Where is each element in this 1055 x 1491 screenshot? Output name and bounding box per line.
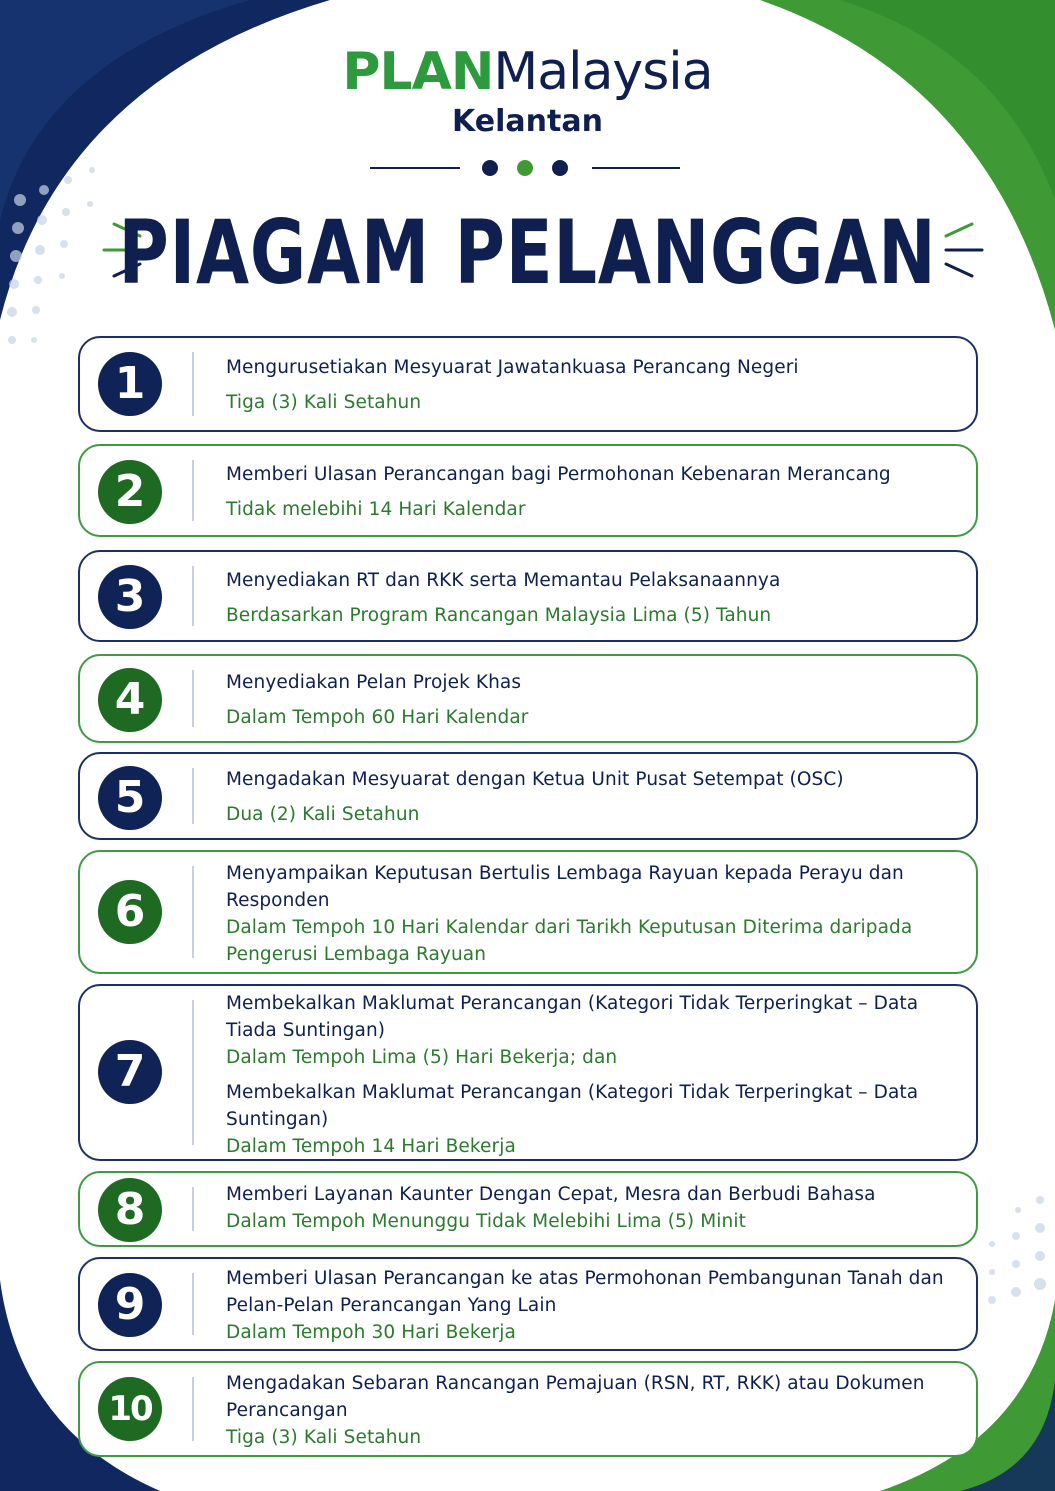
item-divider	[192, 1000, 194, 1145]
title-separator	[360, 158, 690, 182]
item-content	[226, 860, 952, 968]
item-service: Membekalkan Maklumat Perancangan (Kategori Tidak Terperingkat – Data Suntingan)	[226, 1082, 919, 1130]
item-standard: Berdasarkan Program Rancangan Malaysia Lima (5) Tahun	[226, 605, 772, 626]
item-number-badge: 3	[98, 565, 162, 629]
charter-item	[78, 850, 978, 974]
item-standard: Dalam Tempoh 30 Hari Bekerja	[226, 1322, 516, 1343]
item-service: Mengurusetiakan Mesyuarat Jawatankuasa Perancang Negeri	[226, 357, 799, 378]
charter-item	[78, 1257, 978, 1351]
item-standard: Tidak melebihi 14 Hari Kalendar	[226, 499, 526, 520]
item-standard: Dalam Tempoh Lima (5) Hari Bekerja; dan	[226, 1047, 618, 1068]
item-content	[226, 461, 952, 523]
item-number-badge: 10	[98, 1377, 162, 1441]
charter-item	[78, 550, 978, 642]
item-content	[226, 1181, 952, 1235]
brand-part-malaysia: Malaysia	[493, 42, 713, 102]
charter-item	[78, 1171, 978, 1247]
item-content	[226, 1265, 952, 1346]
item-content	[226, 669, 952, 731]
charter-item	[78, 336, 978, 432]
item-divider	[192, 352, 194, 416]
item-content	[226, 354, 952, 416]
region-name: Kelantan	[452, 104, 603, 139]
item-divider	[192, 460, 194, 521]
item-standard: Tiga (3) Kali Setahun	[226, 1427, 422, 1448]
item-service: Menyampaikan Keputusan Bertulis Lembaga Rayuan kepada Perayu dan Responden	[226, 863, 904, 911]
item-standard: Dalam Tempoh Menunggu Tidak Melebihi Lima (5) Minit	[226, 1211, 746, 1232]
item-content	[226, 990, 952, 1160]
item-standard: Dalam Tempoh 14 Hari Bekerja	[226, 1136, 516, 1157]
charter-item	[78, 1361, 978, 1457]
item-number-badge: 1	[98, 352, 162, 416]
item-standard: Dalam Tempoh 10 Hari Kalendar dari Tarikh Keputusan Diterima daripada Pengerusi Lembaga Rayuan	[226, 917, 913, 965]
charter-item	[78, 984, 978, 1161]
item-standard: Dalam Tempoh 60 Hari Kalendar	[226, 707, 529, 728]
brand-part-plan: PLAN	[342, 42, 494, 102]
item-content	[226, 567, 952, 629]
charter-item	[78, 752, 978, 840]
item-divider	[192, 1273, 194, 1335]
item-service: Menyediakan RT dan RKK serta Memantau Pelaksanaannya	[226, 570, 781, 591]
item-service: Menyediakan Pelan Projek Khas	[226, 672, 522, 693]
item-divider	[192, 768, 194, 824]
item-divider	[192, 866, 194, 958]
item-divider	[192, 1187, 194, 1231]
item-number-badge: 9	[98, 1273, 162, 1337]
item-service: Memberi Layanan Kaunter Dengan Cepat, Mesra dan Berbudi Bahasa	[226, 1184, 876, 1205]
item-service: Mengadakan Sebaran Rancangan Pemajuan (RSN, RT, RKK) atau Dokumen Perancangan	[226, 1373, 925, 1421]
item-service: Membekalkan Maklumat Perancangan (Kategori Tidak Terperingkat – Data Tiada Suntingan)	[226, 993, 919, 1041]
item-number-badge: 8	[98, 1178, 162, 1242]
item-standard: Dua (2) Kali Setahun	[226, 804, 420, 825]
item-divider	[192, 670, 194, 727]
item-number-badge: 2	[98, 460, 162, 524]
burst-right-icon	[938, 210, 986, 290]
item-divider	[192, 566, 194, 626]
item-service: Memberi Ulasan Perancangan bagi Permohonan Kebenaran Merancang	[226, 464, 891, 485]
item-service: Memberi Ulasan Perancangan ke atas Permohonan Pembangunan Tanah dan Pelan-Pelan Perancangan Yang Lain	[226, 1268, 944, 1316]
charter-item	[78, 444, 978, 537]
item-standard: Tiga (3) Kali Setahun	[226, 392, 422, 413]
item-number-badge: 7	[98, 1040, 162, 1104]
item-divider	[192, 1377, 194, 1441]
item-number-badge: 6	[98, 880, 162, 944]
brand-logo	[0, 40, 1055, 104]
item-content	[226, 1370, 952, 1451]
item-number-badge: 4	[98, 668, 162, 732]
charter-item	[78, 654, 978, 743]
page-title: PIAGAM PELANGGAN	[118, 201, 937, 304]
item-service: Mengadakan Mesyuarat dengan Ketua Unit Pusat Setempat (OSC)	[226, 769, 844, 790]
item-content	[226, 766, 952, 828]
item-number-badge: 5	[98, 766, 162, 830]
